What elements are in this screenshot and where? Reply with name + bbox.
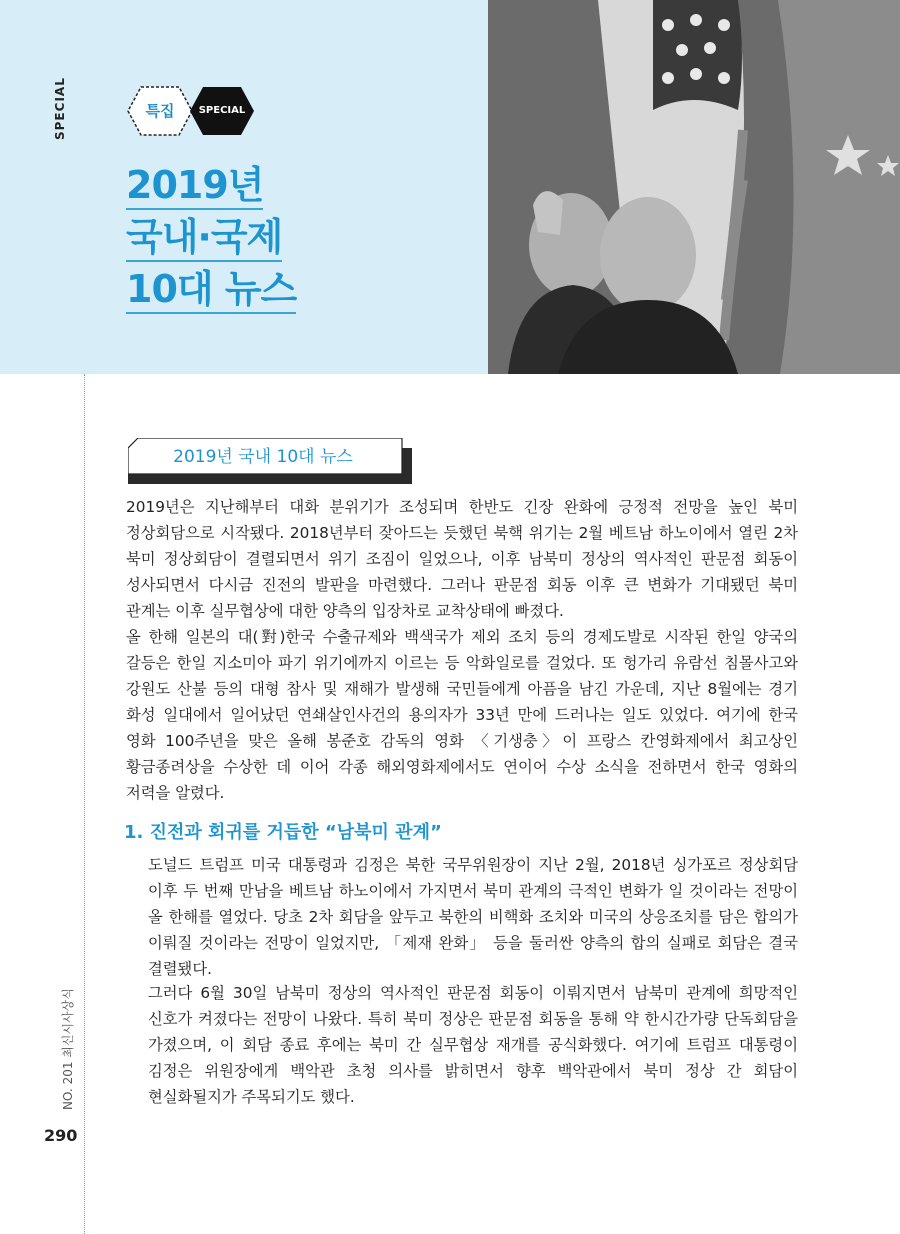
- page-number: 290: [44, 1126, 78, 1145]
- page-title-line-2: 국내·국제: [126, 214, 282, 262]
- section1-paragraph-1: 도널드 트럼프 미국 대통령과 김정은 북한 국무위원장이 지난 2월, 2018년 싱가포르 정상회담 이후 두 번째 만남을 베트남 하노이에서 가지면서 북미 관계의 극적인 변화가 일 것이라는 전망이 올 한해를 열었다. 당초 2차 회담을 앞두고 북한의 비핵화 조치와 미국의 상응조치를 담은 합의가 이뤄질 것이라는 전망이 일었지만, 「제재 완화」 등을 둘러싼 양측의 합의 실패로 회담은 결국 결렬됐다.: [148, 856, 798, 978]
- section-heading: 1. 진전과 회귀를 거듭한 “남북미 관계”: [124, 822, 442, 843]
- special-badge: [127, 86, 267, 136]
- badge-korean: 특집: [145, 102, 175, 120]
- page-title-line-3: 10대 뉴스: [126, 266, 296, 314]
- news-photo: [488, 0, 900, 374]
- issue-label: NO. 201 최신시사상식: [61, 988, 75, 1110]
- section-box-title: [128, 438, 398, 474]
- section-side-label: SPECIAL: [53, 77, 67, 140]
- section1-paragraph-2: 그러다 6월 30일 남북미 정상의 역사적인 판문점 회동이 이뤄지면서 남북미 관계에 희망적인 신호가 켜졌다는 전망이 나왔다. 특히 북미 정상은 판문점 회동을 통해 약 한시간가량 단독회담을 가졌으며, 이 회담 종료 후에는 북미 간 실무협상 재개를 공식화했다. 여기에 트럼프 대통령이 김정은 위원장에게 백악관 초청 의사를 밝히면서 향후 백악관에서 북미 정상 간 회담이 현실화될지가 주목되기도 했다.: [148, 984, 798, 1106]
- page-title-line-1: 2019년: [126, 162, 263, 210]
- intro-paragraph-2: 올 한해 일본의 대(對)한국 수출규제와 백색국가 제외 조치 등의 경제도발로 시작된 한일 양국의 갈등은 한일 지소미아 파기 위기에까지 이르는 등 악화일로를 걸었다. 또 헝가리 유람선 침몰사고와 강원도 산불 등의 대형 참사 및 재해가 발생해 국민들에게 아픔을 남긴 가운데, 지난 8월에는 경기 화성 일대에서 일어났던 연쇄살인사건의 용의자가 33년 만에 드러나는 일도 있었다. 여기에 한국 영화 100주년을 맞은 올해 봉준호 감독의 영화 〈기생충〉이 프랑스 칸영화제에서 최고상인 황금종려상을 수상한 데 이어 각종 해외영화제에서도 연이어 수상 소식을 전하면서 한국 영화의 저력을 알렸다.: [126, 628, 798, 802]
- intro-paragraph-1: 2019년은 지난해부터 대화 분위기가 조성되며 한반도 긴장 완화에 긍정적 전망을 높인 북미 정상회담으로 시작됐다. 2018년부터 잦아드는 듯했던 북핵 위기는 2월 베트남 하노이에서 열린 2차 북미 정상회담이 결렬되면서 위기 조짐이 일었으나, 이후 남북미 정상의 역사적인 판문점 회동이 성사되면서 다시금 진전의 발판을 마련했다. 그러나 판문점 회동 이후 큰 변화가 기대됐던 북미 관계는 이후 실무협상에 대한 양측의 입장차로 교착상태에 빠졌다.: [126, 498, 798, 620]
- margin-divider: [84, 374, 85, 1234]
- section-box-title-text: 2019년 국내 10대 뉴스: [173, 447, 353, 467]
- badge-english: SPECIAL: [198, 105, 246, 116]
- news-photo-flags-icon: [488, 0, 900, 374]
